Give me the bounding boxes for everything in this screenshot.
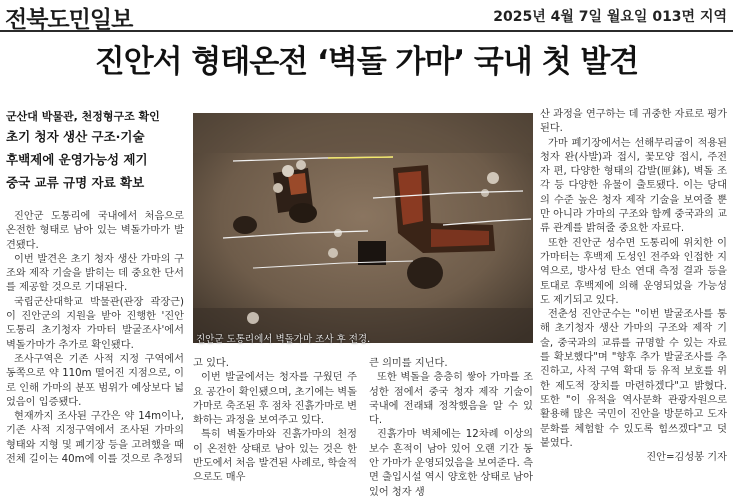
article-byline: 진안=김성봉 기자: [646, 452, 727, 464]
paragraph: 진안군 도통리에 국내에서 처음으로 온전한 형태로 남아 있는 벽돌가마가 발견됐다.: [6, 211, 184, 251]
paragraph: 고 있다.: [193, 358, 229, 369]
paragraph: 산 과정을 연구하는 데 귀중한 자료로 평가된다.: [540, 109, 727, 135]
photo-caption: 진안군 도통리에서 벽돌가마 조사 후 전경.: [196, 334, 371, 345]
paragraph: 가마 폐기장에서는 선해무리굽이 적용된 청자 완(사발)과 접시, 꽃모양 접시, 주전자 편, 다양한 형태의 갑발(匣鉢), 벽돌 조각 등 다양한 유물이 출토됐다. 이는 당대의 수준 높은 청자 제작 기술을 보여줄 뿐만 아니라 가마의 구조와 함께 중국과의 교류 관계를 밝혀줄 중요한 자료다.: [540, 137, 727, 235]
paragraph: 큰 의미를 지닌다.: [369, 358, 448, 369]
body-column-4: [540, 108, 727, 465]
subhead-1: 군산대 박물관, 천정형구조 확인: [6, 110, 160, 123]
subhead-4: 중국 교류 규명 자료 확보: [6, 175, 145, 190]
body-column-1: [6, 210, 184, 467]
subhead-2: 초기 청자 생산 구조·기술: [6, 129, 145, 144]
paragraph: 현재까지 조사된 구간은 약 14m이나, 기존 사적 지정구역에서 조사된 가마의 형태와 지형 및 폐기장 등을 고려했을 때 전체 길이는 40m에 이를 것으로 추정되: [6, 411, 184, 466]
paragraph: 조사구역은 기존 사적 지정 구역에서 동쪽으로 약 110m 떨어진 지점으로, 이로 인해 가마의 분포 범위가 예상보다 넓었음이 입증됐다.: [6, 353, 184, 408]
article-headline: 진안서 형태온전 ‘벽돌 가마’ 국내 첫 발견: [94, 44, 639, 80]
issue-dateline: 2025년 4월 7일 월요일 013면 지역: [493, 9, 727, 25]
subhead-3: 후백제에 운영가능성 제기: [6, 152, 148, 167]
body-column-3: [369, 357, 533, 500]
masthead-logo: 전북도민일보: [5, 6, 133, 33]
paragraph: 또한 진안군 성수면 도통리에 위치한 이 가마터는 후백제 도성인 전주와 인접한 지역으로, 방사성 탄소 연대 측정 결과 등을 토대로 후백제에 의해 운영되었을 가능성도 제기되고 있다.: [540, 237, 727, 306]
paragraph: 이번 발굴에서는 청자를 구웠던 주요 공간이 확인됐으며, 초기에는 벽돌가마로 축조된 후 점차 진흙가마로 변화하는 과정을 보여주고 있다.: [193, 372, 357, 427]
paragraph: 전춘성 진안군수는 "이번 발굴조사를 통해 초기청자 생산 가마의 구조와 제작 기술, 중국과의 교류를 규명할 수 있는 자료를 확보했다"며 "향후 추가 발굴조사를 추진하고, 사적 구역 확대 등 유적 보호를 위한 제도적 장치를 마련하겠다"고 밝혔다. 또한 "이 유적을 역사문화 관광자원으로 활용해 많은 국민이 진안을 방문하고 도자문화를 체험할 수 있도록 힘쓰겠다"고 덧붙였다.: [540, 309, 727, 449]
newspaper-header: [0, 0, 733, 32]
paragraph: 진흙가마 벽체에는 12차례 이상의 보수 흔적이 남아 있어 오랜 기간 동안 가마가 운영되었음을 보여준다. 측면 출입시설 역시 양호한 상태로 남아 있어 청자 생: [369, 429, 533, 498]
paragraph: 국립군산대학교 박물관(관장 곽장근)이 진안군의 지원을 받아 진행한 '진안 도통리 초기청자 가마터 발굴조사'에서 벽돌가마가 추가로 확인됐다.: [6, 296, 184, 351]
paragraph: 이번 발견은 초기 청자 생산 가마의 구조와 제작 기술을 밝히는 데 중요한 단서를 제공할 것으로 기대된다.: [6, 253, 184, 294]
paragraph: 또한 벽돌을 층층히 쌓아 가마를 조성한 점에서 중국 청자 제작 기술이 국내에 전래돼 정착했음을 알 수 있다.: [369, 372, 533, 427]
article-subheads: [6, 108, 186, 194]
body-column-2: [193, 357, 357, 486]
kiln-excavation-photo: [193, 113, 533, 343]
paragraph: 특히 벽돌가마와 진흙가마의 천정이 온전한 상태로 남아 있는 것은 한반도에서 처음 발견된 사례로, 학술적으로도 매우: [193, 429, 357, 484]
